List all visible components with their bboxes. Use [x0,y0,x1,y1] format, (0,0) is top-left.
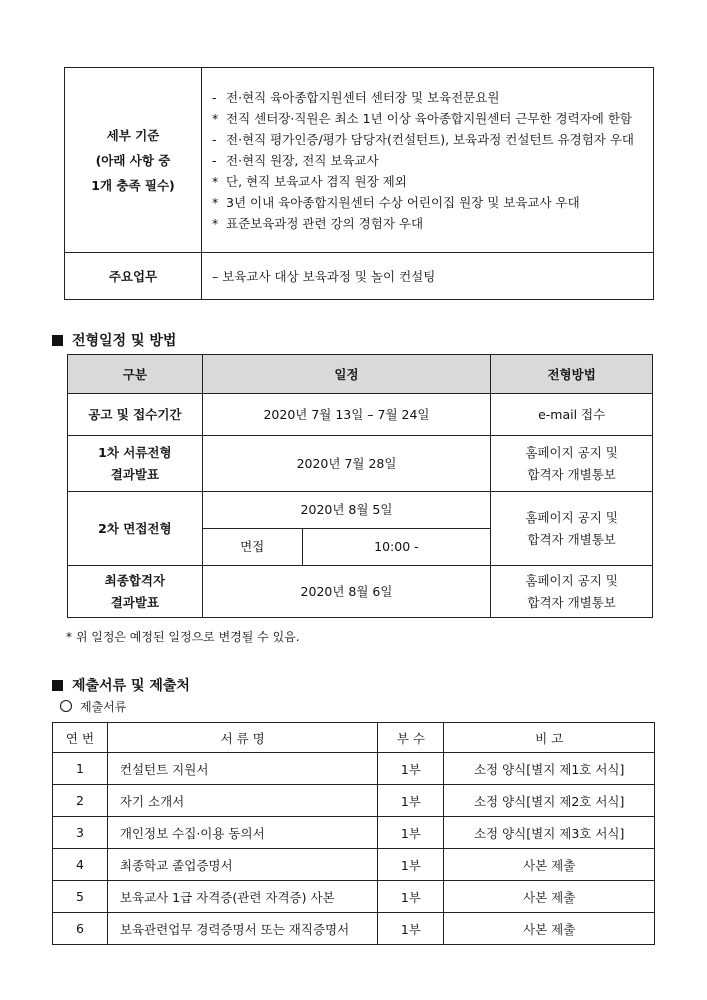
documents-subtitle: 제출서류 [60,698,126,715]
schedule-method: 홈페이지 공지 및 합격자 개별통보 [491,566,653,618]
criteria-item: * 단, 현직 보육교사 겸직 원장 제외 [212,173,407,189]
table-row: 6 보육관련업무 경력증명서 또는 재직증명서 1부 사본 제출 [53,913,655,945]
detail-header-line-3: 1개 충족 필수) [91,177,175,193]
schedule-header-method: 전형방법 [491,355,653,394]
schedule-date: 2020년 7월 28일 [202,436,491,492]
detail-header-line-2: (아래 사항 중 [95,152,171,168]
schedule-row [68,394,653,436]
schedule-time: 10:00 - [302,529,491,566]
schedule-row [68,492,653,529]
table-row: 5 보육교사 1급 자격증(관련 자격증) 사본 1부 사본 제출 [53,881,655,913]
table-row: 2 자기 소개서 1부 소정 양식[별지 제2호 서식] [53,785,655,817]
circle-bullet-icon [60,700,72,712]
duty-row [65,253,654,300]
schedule-date: 2020년 8월 5일 [202,492,491,529]
detail-criteria-row [65,68,654,253]
detail-header-line-1: 세부 기준 [106,127,160,143]
criteria-item: - 전·현직 평가인증/평가 담당자(컨설턴트), 보육과정 컨설턴트 유경험자 우대 [212,131,635,147]
schedule-category: 1차 서류전형 결과발표 [68,436,203,492]
criteria-item: - 전·현직 육아종합지원센터 센터장 및 보육전문요원 [212,89,500,105]
documents-header-name: 서 류 명 [107,723,378,753]
square-bullet-icon [52,335,63,346]
schedule-row [68,436,653,492]
documents-header-row [53,723,655,753]
square-bullet-icon [52,680,63,691]
detail-criteria-content [202,68,654,253]
criteria-item: * 전직 센터장·직원은 최소 1년 이상 육아종합지원센터 근무한 경력자에 한함 [212,110,632,126]
table-row: 1 컨설턴트 지원서 1부 소정 양식[별지 제1호 서식] [53,753,655,785]
documents-header-no: 연 번 [53,723,108,753]
schedule-row [68,566,653,618]
schedule-method: 홈페이지 공지 및 합격자 개별통보 [491,436,653,492]
documents-header-remark: 비 고 [444,723,655,753]
criteria-item: * 표준보육과정 관련 강의 경험자 우대 [212,215,424,231]
criteria-item: - 전·현직 원장, 전직 보육교사 [212,152,379,168]
criteria-item: * 3년 이내 육아종합지원센터 수상 어린이집 원장 및 보육교사 우대 [212,194,580,210]
schedule-table [67,354,653,618]
documents-header-count: 부 수 [378,723,444,753]
schedule-method: e-mail 접수 [491,394,653,436]
documents-table [52,722,655,945]
schedule-method: 홈페이지 공지 및 합격자 개별통보 [491,492,653,566]
duty-content: – 보육교사 대상 보육과정 및 놀이 컨설팅 [202,253,654,300]
schedule-header-category: 구분 [68,355,203,394]
schedule-date: 2020년 7월 13일 – 7월 24일 [202,394,491,436]
documents-section-title: 제출서류 및 제출처 [52,675,190,695]
schedule-date: 2020년 8월 6일 [202,566,491,618]
schedule-category: 최종합격자 결과발표 [68,566,203,618]
schedule-sub-label: 면접 [202,529,302,566]
table-row: 3 개인정보 수집·이용 동의서 1부 소정 양식[별지 제3호 서식] [53,817,655,849]
table-row: 4 최종학교 졸업증명서 1부 사본 제출 [53,849,655,881]
schedule-header-date: 일정 [202,355,491,394]
schedule-note: * 위 일정은 예정된 일정으로 변경될 수 있음. [66,630,300,644]
detail-criteria-header [65,68,202,253]
schedule-category: 2차 면접전형 [68,492,203,566]
schedule-section-title: 전형일정 및 방법 [52,330,176,350]
schedule-category: 공고 및 접수기간 [68,394,203,436]
duty-header: 주요업무 [65,253,202,300]
criteria-table [64,67,654,300]
schedule-header-row [68,355,653,394]
